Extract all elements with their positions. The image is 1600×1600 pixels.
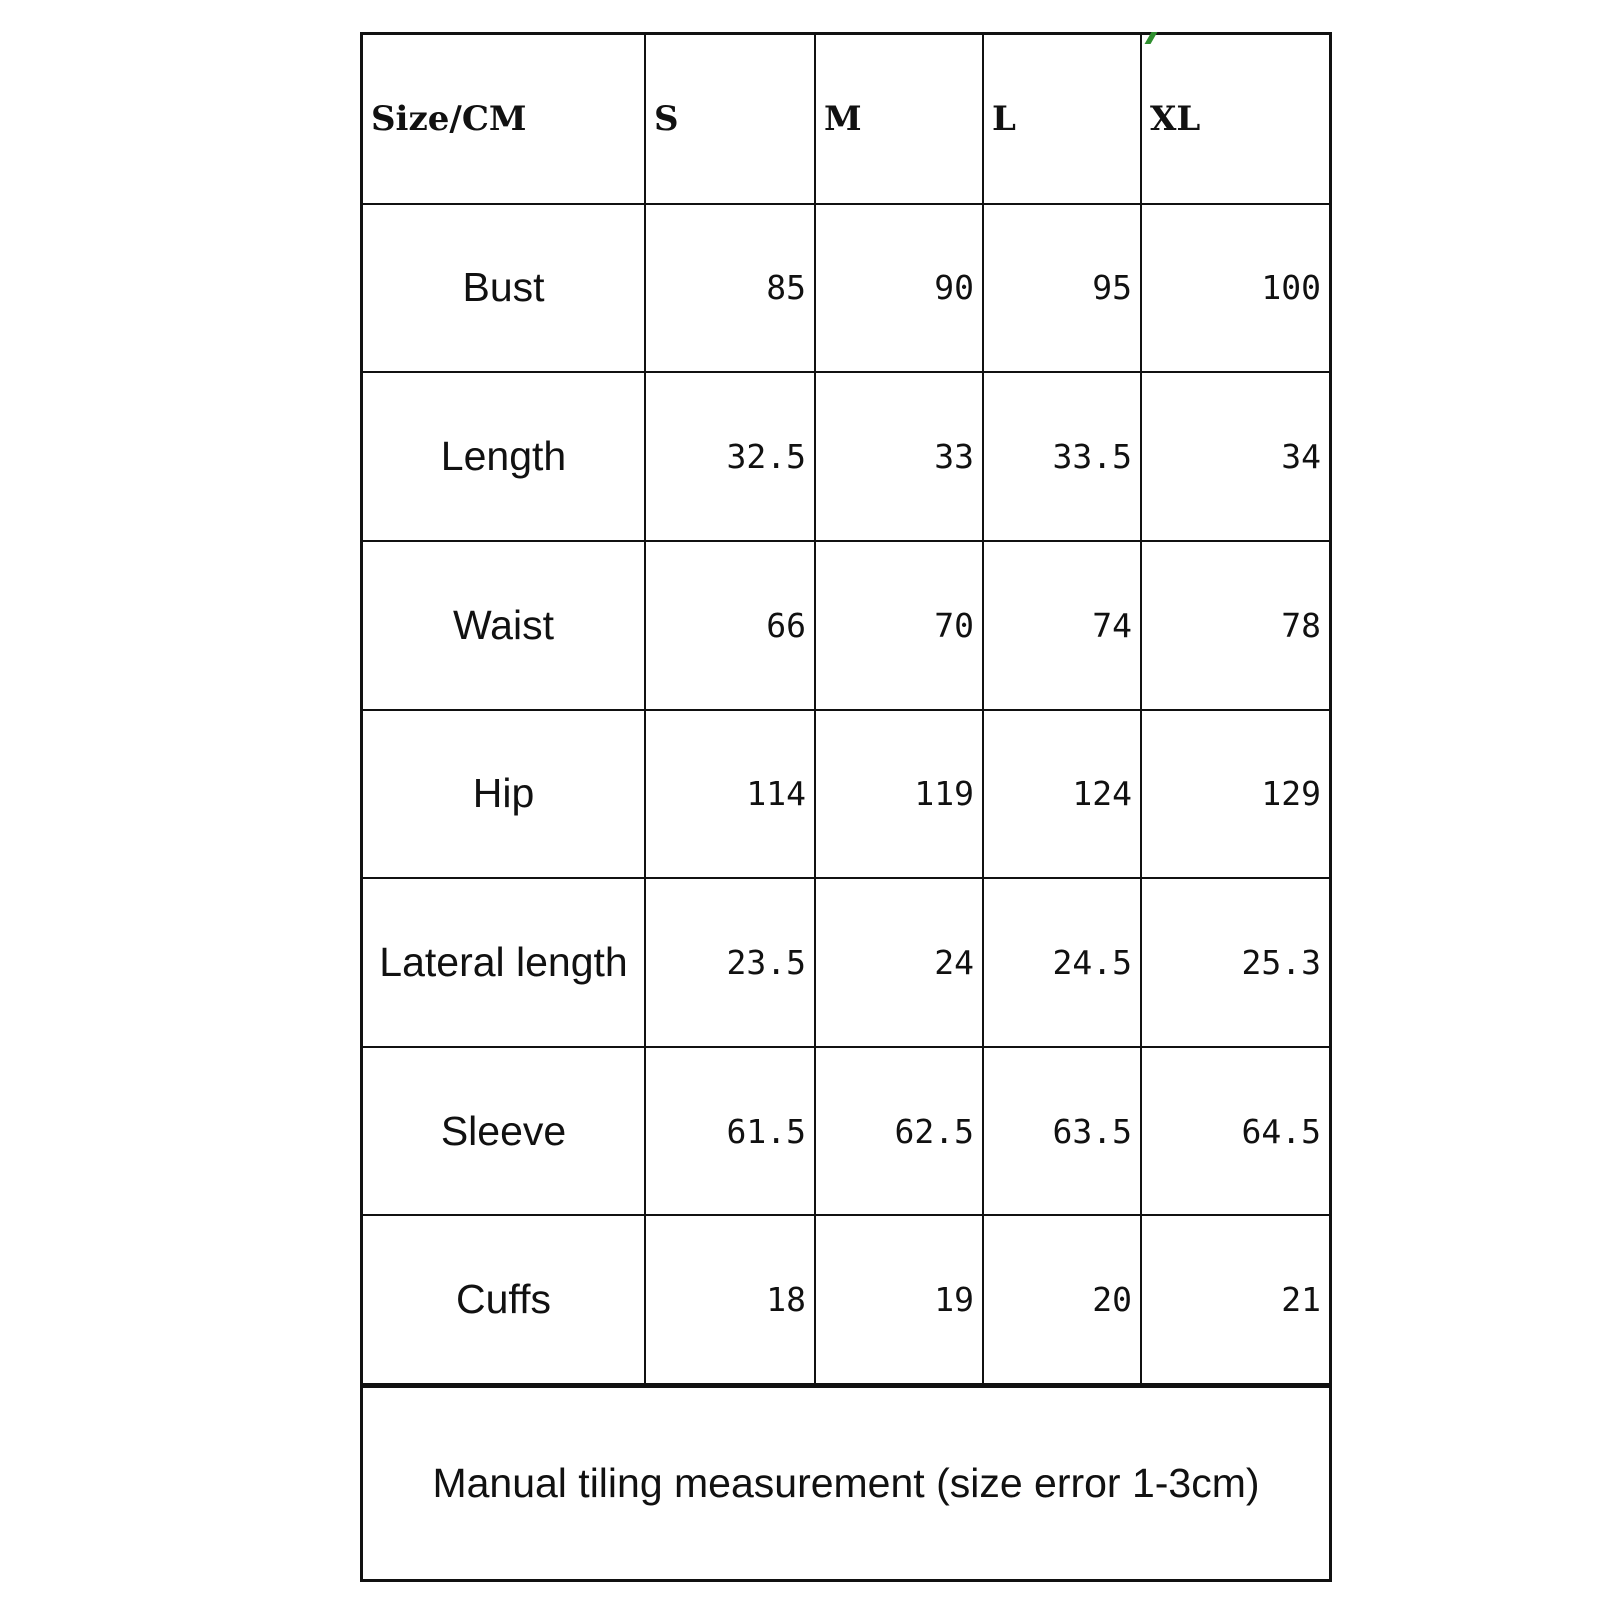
table-cell: 74	[983, 541, 1141, 710]
table-cell: 124	[983, 710, 1141, 879]
table-cell: 114	[645, 710, 815, 879]
table-cell: 32.5	[645, 372, 815, 541]
table-cell: 61.5	[645, 1047, 815, 1216]
row-label: Cuffs	[363, 1215, 645, 1384]
table-cell: 78	[1141, 541, 1329, 710]
table-cell: 90	[815, 204, 983, 373]
table-cell: 33.5	[983, 372, 1141, 541]
table-row	[363, 372, 1329, 541]
table-cell: 119	[815, 710, 983, 879]
table-row	[363, 541, 1329, 710]
table-cell: 85	[645, 204, 815, 373]
table-cell: 25.3	[1141, 878, 1329, 1047]
table-cell: 62.5	[815, 1047, 983, 1216]
row-label: Lateral length	[363, 878, 645, 1047]
table-cell: 64.5	[1141, 1047, 1329, 1216]
size-header-m: M	[815, 35, 983, 204]
table-cell: 24	[815, 878, 983, 1047]
table-row	[363, 204, 1329, 373]
table-cell: 34	[1141, 372, 1329, 541]
table-row	[363, 1047, 1329, 1216]
row-label: Hip	[363, 710, 645, 879]
size-header-l: L	[983, 35, 1141, 204]
measurement-note: Manual tiling measurement (size error 1-3cm)	[363, 1385, 1329, 1579]
corner-header: Size/CM	[363, 35, 645, 204]
table-cell: 20	[983, 1215, 1141, 1384]
table-cell: 63.5	[983, 1047, 1141, 1216]
table-cell: 18	[645, 1215, 815, 1384]
table-cell: 70	[815, 541, 983, 710]
table-cell: 23.5	[645, 878, 815, 1047]
table-row	[363, 878, 1329, 1047]
size-chart	[360, 32, 1332, 1582]
table-cell: 66	[645, 541, 815, 710]
table-row	[363, 710, 1329, 879]
row-label: Bust	[363, 204, 645, 373]
row-label: Sleeve	[363, 1047, 645, 1216]
row-label: Waist	[363, 541, 645, 710]
header-row	[363, 35, 1329, 204]
table-row	[363, 1215, 1329, 1384]
table-cell: 24.5	[983, 878, 1141, 1047]
table-cell: 21	[1141, 1215, 1329, 1384]
table-cell: 100	[1141, 204, 1329, 373]
row-label: Length	[363, 372, 645, 541]
size-table	[363, 35, 1329, 1385]
table-cell: 129	[1141, 710, 1329, 879]
table-cell: 33	[815, 372, 983, 541]
size-header-xl: XL	[1141, 35, 1329, 204]
size-header-s: S	[645, 35, 815, 204]
table-cell: 95	[983, 204, 1141, 373]
table-cell: 19	[815, 1215, 983, 1384]
